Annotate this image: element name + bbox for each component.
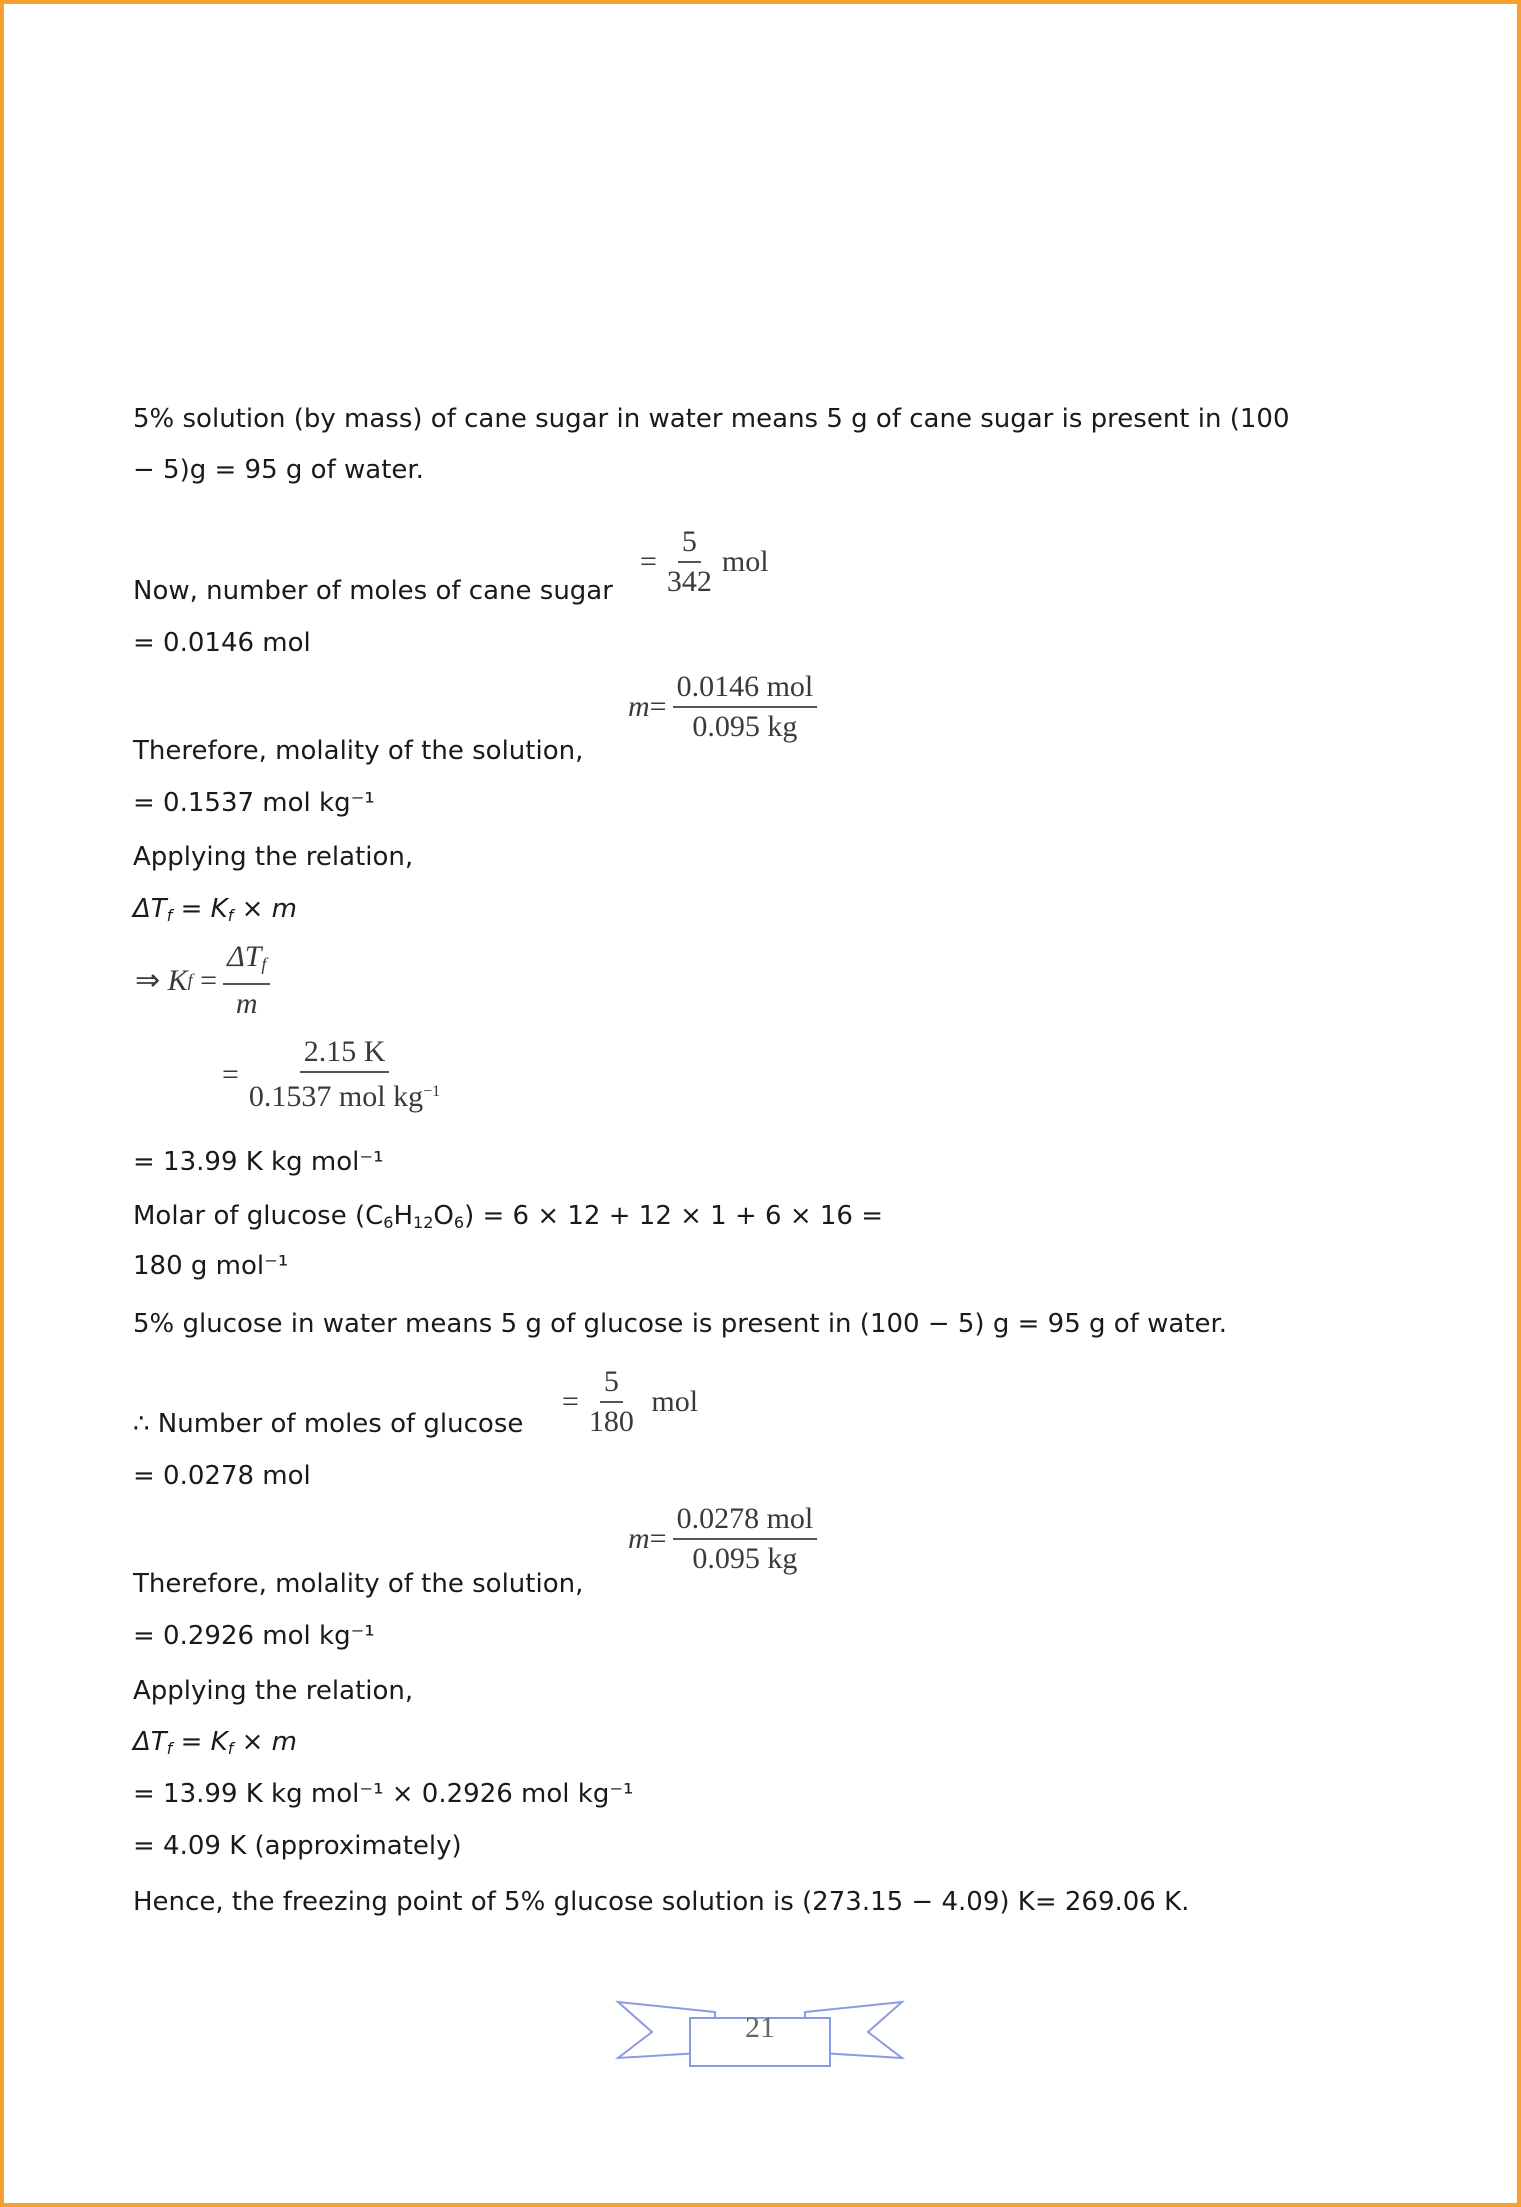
text-line: = 0.1537 mol kg⁻¹	[133, 788, 375, 818]
text-line: 5% solution (by mass) of cane sugar in water means 5 g of cane sugar is present in (100	[133, 404, 1290, 434]
sub: 6	[383, 1213, 394, 1232]
op: =	[172, 1727, 211, 1757]
equals-sign: =	[562, 1385, 579, 1418]
text-line: Therefore, molality of the solution,	[133, 736, 584, 766]
sub: f	[261, 954, 267, 974]
denominator: m	[235, 987, 258, 1020]
denominator: 0.1537 mol kg	[248, 1080, 424, 1113]
m: m	[271, 1727, 297, 1757]
denominator: 0.095 kg	[692, 1542, 798, 1575]
equation-molality-1	[628, 670, 823, 744]
text-line: = 4.09 K (approximately)	[133, 1831, 462, 1861]
numerator: 5	[600, 1365, 623, 1403]
text-line: = 0.2926 mol kg⁻¹	[133, 1621, 375, 1651]
text-line: = 0.0278 mol	[133, 1461, 311, 1491]
text-line: − 5)g = 95 g of water.	[133, 455, 424, 485]
op: ×	[233, 1727, 272, 1757]
text-line-formula	[133, 1200, 883, 1239]
lhs: m	[628, 1522, 650, 1555]
equals-sign: =	[222, 1057, 239, 1091]
numerator: 5	[678, 525, 701, 563]
sub: f	[166, 1739, 173, 1758]
text-line: Hence, the freezing point of 5% glucose solution is (273.15 − 4.09) K= 269.06 K.	[133, 1887, 1190, 1917]
equals-sign: =	[640, 545, 657, 578]
sup: −1	[423, 1083, 441, 1100]
sub: f	[227, 906, 234, 925]
sub: 6	[453, 1213, 465, 1232]
unit: mol	[721, 545, 769, 578]
denominator: 180	[588, 1405, 634, 1438]
equation-moles-cane-sugar	[640, 525, 769, 599]
text: ) = 6 × 12 + 12 × 1 + 6 × 16 =	[464, 1201, 884, 1231]
lhs: K	[167, 963, 188, 997]
sub: f	[227, 1739, 234, 1758]
sub: f	[166, 906, 173, 925]
text-line: = 13.99 K kg mol⁻¹	[133, 1147, 384, 1177]
denominator: 0.095 kg	[692, 710, 798, 743]
text-line: = 0.0146 mol	[133, 628, 311, 658]
sub: f	[187, 970, 193, 990]
text-line-formula	[133, 893, 297, 932]
text: O	[433, 1201, 454, 1231]
numerator: 0.0146 mol	[673, 670, 818, 708]
page-number: 21	[745, 2011, 775, 2044]
delta-t: ΔT	[133, 894, 167, 924]
equals-sign: =	[649, 1522, 667, 1555]
numerator: 2.15 K	[300, 1035, 390, 1073]
text: Molar of glucose (C	[133, 1201, 384, 1231]
delta-t: ΔT	[133, 1727, 167, 1757]
denominator: 342	[666, 565, 712, 598]
numerator: 0.0278 mol	[673, 1502, 818, 1540]
text: H	[393, 1201, 414, 1231]
op: =	[172, 894, 211, 924]
lhs: m	[628, 690, 650, 723]
equation-kf-value	[222, 1035, 450, 1114]
m: m	[271, 894, 297, 924]
sub: 12	[413, 1213, 434, 1232]
equals-sign: =	[200, 963, 218, 997]
equation-molality-2	[628, 1502, 823, 1576]
text-line: Now, number of moles of cane sugar	[133, 576, 613, 606]
text-line: Therefore, molality of the solution,	[133, 1569, 584, 1599]
text-line: ∴ Number of moles of glucose	[133, 1409, 524, 1439]
equation-moles-glucose	[562, 1365, 698, 1439]
text-line: Applying the relation,	[133, 842, 414, 872]
numerator: ΔT	[227, 940, 262, 973]
k: K	[210, 1727, 228, 1757]
text-line: = 13.99 K kg mol⁻¹ × 0.2926 mol kg⁻¹	[133, 1779, 634, 1809]
text-line-formula	[133, 1726, 297, 1765]
equation-kf-definition	[135, 940, 276, 1021]
k: K	[210, 894, 228, 924]
text-line: 5% glucose in water means 5 g of glucose is present in (100 − 5) g = 95 g of water.	[133, 1309, 1228, 1339]
implies-arrow: ⇒	[135, 964, 161, 997]
equals-sign: =	[649, 690, 667, 723]
op: ×	[233, 894, 272, 924]
text-line: Applying the relation,	[133, 1676, 414, 1706]
text-line: 180 g mol⁻¹	[133, 1251, 289, 1281]
unit: mol	[651, 1385, 699, 1418]
